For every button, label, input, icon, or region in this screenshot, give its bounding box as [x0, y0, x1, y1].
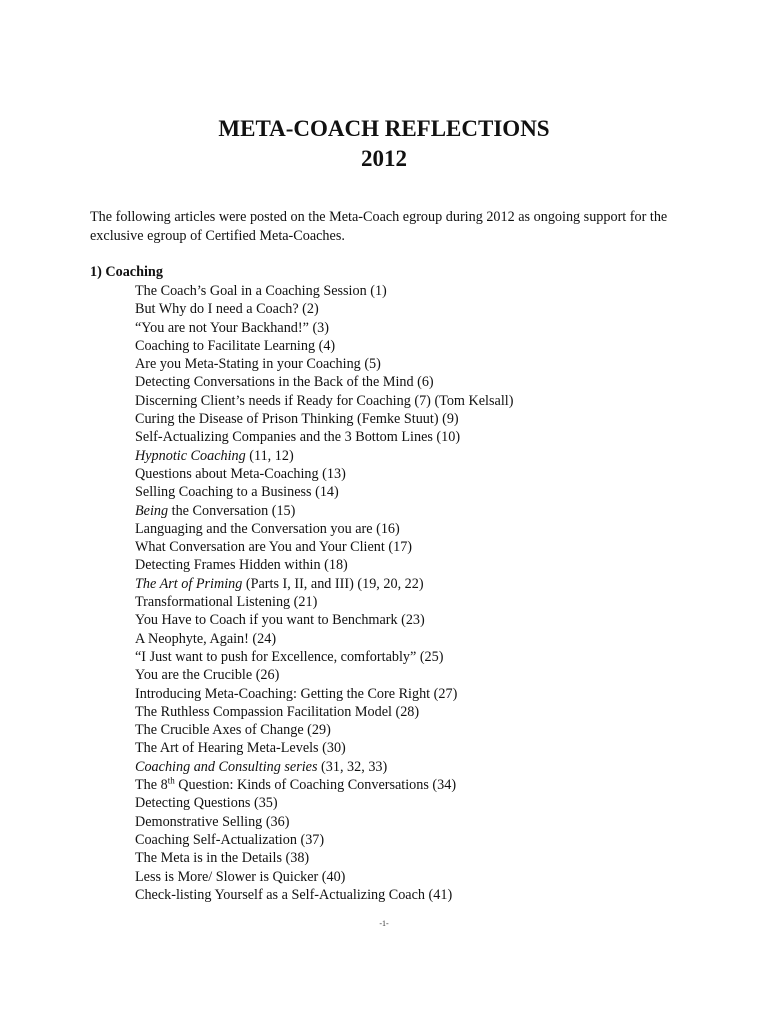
article-item: Self-Actualizing Companies and the 3 Bottom Lines (10)	[135, 429, 461, 446]
article-title-part: The 8	[135, 777, 168, 794]
article-title-part: the Conversation (15)	[168, 502, 296, 519]
page-number: -1-	[379, 919, 389, 928]
article-list	[135, 282, 513, 904]
article-item: Are you Meta-Stating in your Coaching (5)	[135, 356, 381, 373]
document-title: META-COACH REFLECTIONS	[218, 116, 550, 141]
article-item: Coaching Self-Actualization (37)	[135, 831, 325, 848]
section-heading-coaching: 1) Coaching	[90, 264, 163, 280]
article-title-italic: The Art of Priming	[135, 575, 243, 592]
article-item: Discerning Client’s needs if Ready for Coaching (7) (Tom Kelsall)	[135, 392, 514, 409]
article-item: The Ruthless Compassion Facilitation Model (28)	[135, 703, 420, 720]
article-item: Languaging and the Conversation you are (16)	[135, 520, 400, 537]
article-title-italic: Coaching and Consulting series	[135, 758, 318, 775]
article-item: “I Just want to push for Excellence, comfortably” (25)	[135, 648, 444, 665]
document-year: 2012	[361, 146, 407, 171]
article-item: Detecting Conversations in the Back of the Mind (6)	[135, 374, 434, 391]
article-item	[135, 575, 513, 593]
article-item: Introducing Meta-Coaching: Getting the Core Right (27)	[135, 685, 458, 702]
article-item: The Art of Hearing Meta-Levels (30)	[135, 740, 346, 757]
article-item	[135, 758, 513, 776]
article-item: The Meta is in the Details (38)	[135, 850, 310, 867]
article-title-part: (11, 12)	[245, 447, 294, 464]
article-item: Less is More/ Slower is Quicker (40)	[135, 868, 346, 885]
article-item: What Conversation are You and Your Client (17)	[135, 539, 413, 556]
article-title-part: (31, 32, 33)	[317, 758, 388, 775]
intro-paragraph: The following articles were posted on the Meta-Coach egroup during 2012 as ongoing support for the exclusive egroup of Certified Meta-Coaches.	[90, 209, 668, 244]
article-title-italic: Hypnotic Coaching	[135, 447, 246, 464]
article-item: You are the Crucible (26)	[135, 667, 280, 684]
article-item	[135, 502, 513, 520]
article-item: “You are not Your Backhand!” (3)	[135, 319, 329, 336]
article-item: Demonstrative Selling (36)	[135, 813, 290, 830]
article-item: The Coach’s Goal in a Coaching Session (1)	[135, 283, 387, 299]
article-title-part: (Parts I, II, and III) (19, 20, 22)	[242, 575, 424, 592]
ordinal-superscript: th	[167, 775, 175, 786]
article-item: Curing the Disease of Prison Thinking (Femke Stuut) (9)	[135, 411, 459, 428]
article-item: Questions about Meta-Coaching (13)	[135, 465, 346, 482]
article-item: Transformational Listening (21)	[135, 594, 318, 611]
article-title-italic: Being	[135, 502, 169, 519]
article-item: Detecting Questions (35)	[135, 795, 278, 812]
article-item: The Crucible Axes of Change (29)	[135, 722, 331, 739]
article-item: Detecting Frames Hidden within (18)	[135, 557, 348, 574]
article-title-part: Question: Kinds of Coaching Conversations (34)	[174, 777, 457, 794]
article-item: Selling Coaching to a Business (14)	[135, 484, 339, 501]
article-item: Coaching to Facilitate Learning (4)	[135, 337, 336, 354]
article-item: But Why do I need a Coach? (2)	[135, 301, 319, 318]
article-item: A Neophyte, Again! (24)	[135, 630, 277, 647]
article-item	[135, 447, 513, 465]
article-item: Check-listing Yourself as a Self-Actualizing Coach (41)	[135, 886, 453, 903]
article-item	[135, 776, 513, 794]
article-item: You Have to Coach if you want to Benchmark (23)	[135, 612, 425, 629]
